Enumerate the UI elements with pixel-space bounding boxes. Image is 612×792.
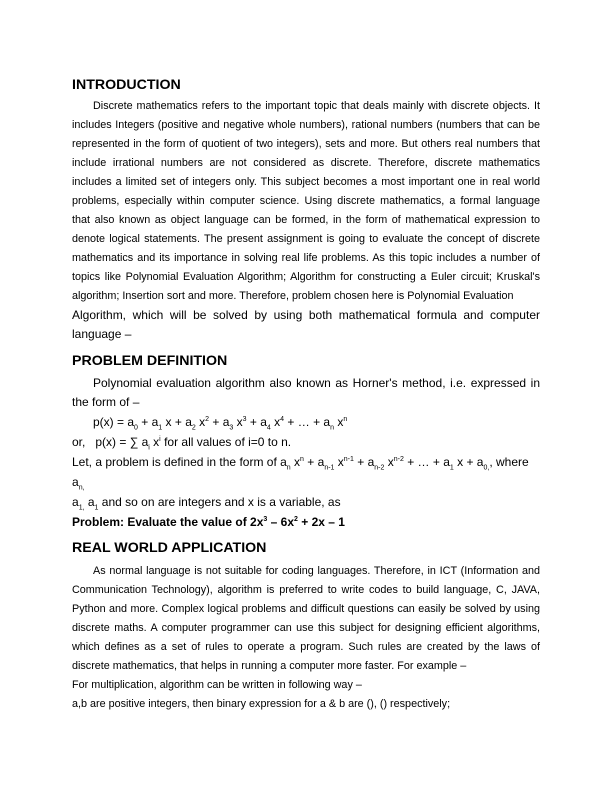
horner-equation: $p(x) = a_0 + a_1$ $x + a_2$ $x^2 + a_3$ $x^3 + a_4$ $x^4$ + … + $a_n$ $x^n$ xyxy=(93,415,348,432)
binary-expression-line: a,b are positive integers, then binary expression for a & b are (), () respectively; xyxy=(72,698,451,710)
sum-equation: or, p(x) = ∑ $a_i$ $x^i$ for all values of i=0 to n. xyxy=(72,435,292,452)
problem-definition-heading: PROBLEM DEFINITION xyxy=(72,353,228,369)
problem-intro-paragraph: Polynomial evaluation algorithm also known as Horner's method, i.e. expressed in the form of – xyxy=(72,376,540,409)
problem-statement: Problem: Evaluate the value of $2x^3 - 6x^2 + 2x - 1$ xyxy=(72,515,345,529)
introduction-paragraph-tail: Algorithm, which will be solved by using both mathematical formula and computer language – xyxy=(72,308,540,341)
real-world-paragraph: As normal language is not suitable for coding languages. Therefore, in ICT (Information and Communication Technology), algorithm is preferred to write codes to build language, C, JAVA, Python and more. Complex logical problems and difficult questions can easily be solved by using discrete maths. A computer programmer can use this subject for designing efficient algorithms, which defines as a set of rules to operate a program. Such rules are created by the laws of discrete mathematics, that helps in running a computer more faster. For example – xyxy=(72,565,540,672)
problem-variables-line: $a_{1,}$ $a_1$ and so on are integers and x is a variable, as xyxy=(72,495,341,512)
introduction-paragraph: Discrete mathematics refers to the important topic that deals mainly with discrete objects. It includes Integers (positive and negative whole numbers), rational numbers (numbers that can be represented in the form of quotient of two integers), sets and more. But others real numbers that include irrational numbers are not considered as discrete. Therefore, discrete mathematics includes a limited set of integers only. This subject becomes a most important one in real world problems, especially within computer science. Using discrete mathematics, a formal language that also known as object language can be formed, in the form of mathematical expression to denote logical statements. The present assignment is going to evaluate the concept of discrete mathematics and its importance in solving real life problems. As this topic includes a number of topics like Polynomial Evaluation Algorithm; Algorithm for constructing a Euler circuit; Kruskal's algorithm; Insertion sort and more. Therefore, problem chosen here is Polynomial Evaluation xyxy=(72,100,540,302)
multiplication-line: For multiplication, algorithm can be written in following way – xyxy=(72,679,362,691)
introduction-heading: INTRODUCTION xyxy=(72,77,181,93)
real-world-application-heading: REAL WORLD APPLICATION xyxy=(72,540,267,556)
document-page xyxy=(72,76,540,714)
problem-form-line: Let, a problem is defined in the form of $a_n$ $x^n + a_{n-1}$ $x^{n-1} + a_{n-2}$ $x^{n-2}$ + … + $a_1$ $x + a_{0,}$, where $a_{n,}$ xyxy=(72,455,529,492)
